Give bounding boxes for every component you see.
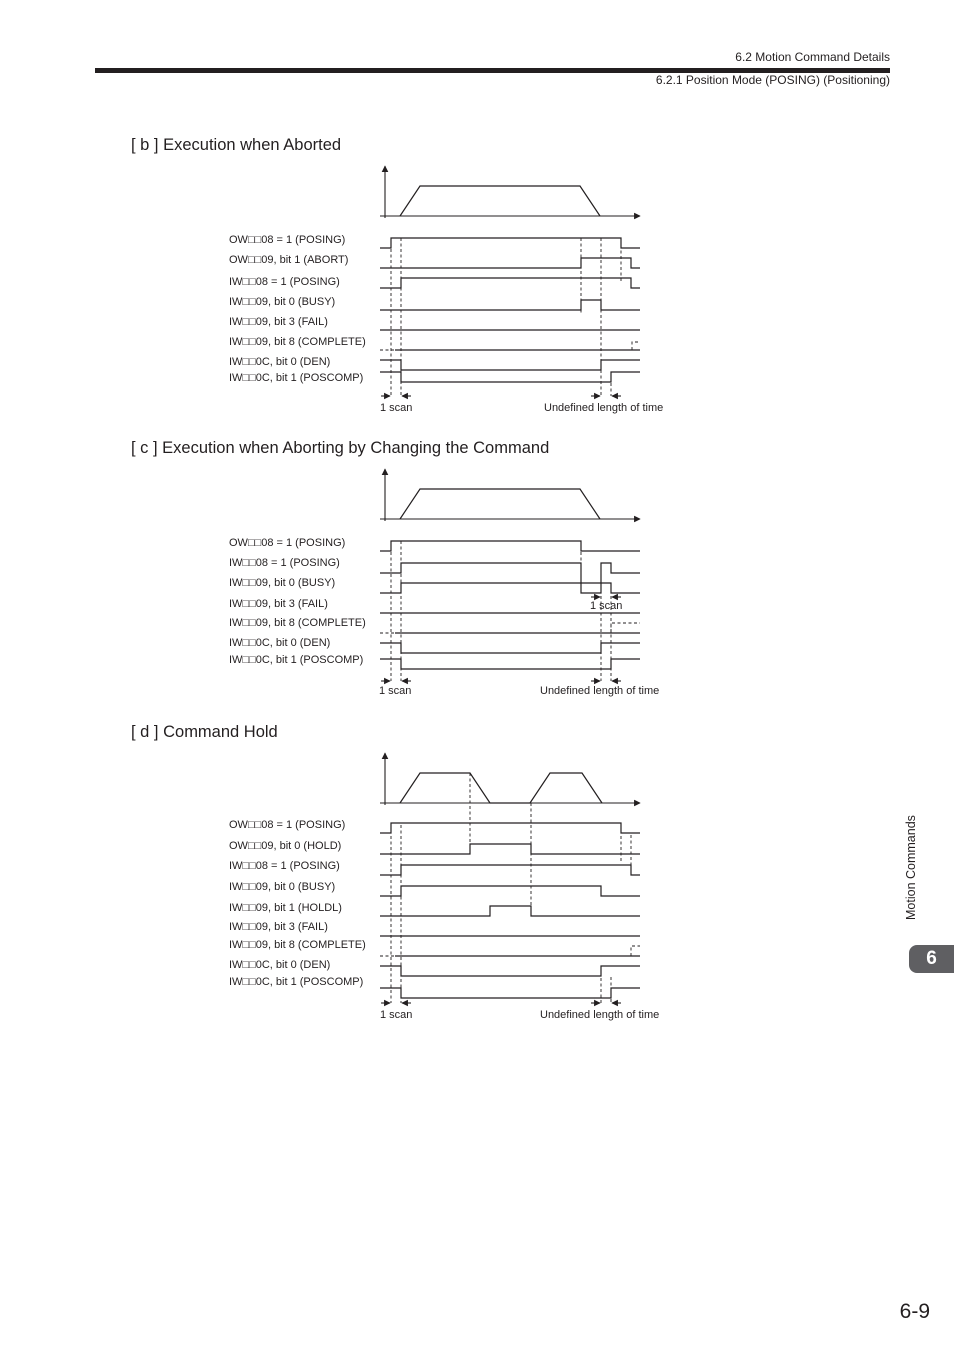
waveform-posing-cmd	[380, 823, 640, 833]
timing-diagram-c	[220, 463, 680, 705]
signal-label: IW□□09, bit 1 (HOLDL)	[229, 902, 342, 914]
undefined-time-note: Undefined length of time	[540, 685, 660, 697]
waveform-posing-status	[380, 865, 640, 875]
section-c-heading: [ c ] Execution when Aborting by Changing the Command	[131, 439, 550, 457]
scan-note-mid: 1 scan	[590, 600, 623, 612]
signal-label: IW□□09, bit 3 (FAIL)	[229, 598, 328, 610]
signal-label: IW□□09, bit 3 (FAIL)	[229, 921, 328, 933]
signal-label: IW□□0C, bit 0 (DEN)	[229, 637, 331, 649]
undefined-time-note: Undefined length of time	[544, 402, 664, 414]
timing-diagram-b	[220, 160, 680, 422]
waveform-holdl	[380, 906, 640, 916]
complete-dashed-end	[631, 946, 640, 956]
signal-label: IW□□09, bit 0 (BUSY)	[229, 577, 336, 589]
signal-label: OW□□08 = 1 (POSING)	[229, 537, 346, 549]
waveform-busy	[380, 583, 640, 593]
chapter-tab-number: 6	[909, 945, 954, 973]
scan-note: 1 scan	[380, 1009, 413, 1021]
signal-label: OW□□08 = 1 (POSING)	[229, 234, 346, 246]
speed-profile	[400, 489, 600, 519]
section-b-heading: [ b ] Execution when Aborted	[131, 136, 342, 154]
page-number: 6-9	[899, 1300, 930, 1323]
signal-label: IW□□0C, bit 1 (POSCOMP)	[229, 976, 364, 988]
complete-dashed-end	[632, 342, 640, 350]
signal-label: IW□□0C, bit 1 (POSCOMP)	[229, 654, 364, 666]
undefined-time-note: Undefined length of time	[540, 1009, 660, 1021]
header-section-title: 6.2 Motion Command Details	[735, 50, 890, 64]
waveform-hold	[380, 844, 640, 854]
waveform-posing-status	[380, 563, 640, 583]
signal-label: IW□□09, bit 8 (COMPLETE)	[229, 617, 366, 629]
signal-label: IW□□0C, bit 0 (DEN)	[229, 356, 331, 368]
signal-label: OW□□08 = 1 (POSING)	[229, 819, 346, 831]
waveform-den	[380, 360, 640, 370]
signal-label: IW□□0C, bit 1 (POSCOMP)	[229, 372, 364, 384]
scan-note: 1 scan	[380, 402, 413, 414]
signal-label: IW□□08 = 1 (POSING)	[229, 557, 340, 569]
signal-label: IW□□08 = 1 (POSING)	[229, 276, 340, 288]
waveform-busy	[380, 300, 640, 310]
signal-label: IW□□08 = 1 (POSING)	[229, 860, 340, 872]
waveform-busy	[380, 886, 640, 896]
complete-dashed-end	[611, 623, 640, 633]
header-subsection-title: 6.2.1 Position Mode (POSING) (Positioning)	[655, 73, 890, 87]
signal-label: OW□□09, bit 1 (ABORT)	[229, 254, 349, 266]
signal-label: IW□□09, bit 0 (BUSY)	[229, 296, 336, 308]
speed-profile	[400, 186, 600, 216]
signal-label: IW□□0C, bit 0 (DEN)	[229, 959, 331, 971]
timing-diagram-d	[220, 745, 680, 1030]
chapter-tab-label: Motion Commands	[904, 815, 918, 920]
section-d-heading: [ d ] Command Hold	[131, 723, 278, 741]
waveform-den	[380, 966, 640, 976]
signal-label: IW□□09, bit 8 (COMPLETE)	[229, 336, 366, 348]
signal-label: IW□□09, bit 3 (FAIL)	[229, 316, 328, 328]
waveform-den	[380, 643, 640, 653]
signal-label: IW□□09, bit 0 (BUSY)	[229, 881, 336, 893]
waveform-posing-cmd	[380, 541, 640, 551]
signal-label: OW□□09, bit 0 (HOLD)	[229, 840, 342, 852]
speed-profile	[400, 773, 602, 803]
signal-label: IW□□09, bit 8 (COMPLETE)	[229, 939, 366, 951]
scan-note: 1 scan	[379, 685, 412, 697]
